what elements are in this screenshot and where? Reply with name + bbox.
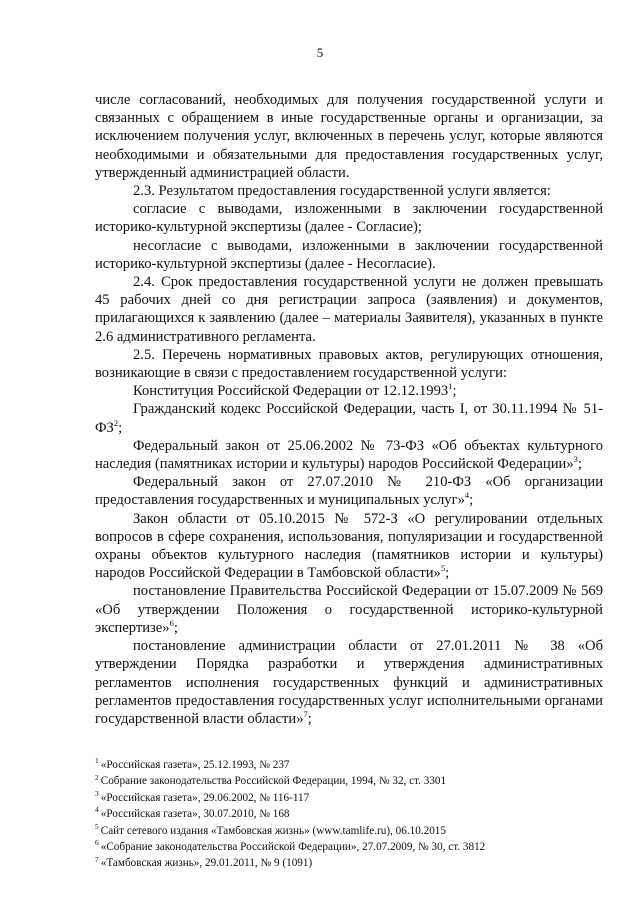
footnotes: [95, 757, 603, 872]
footnote-mark: 5: [95, 821, 99, 831]
legal-act-item: Конституция Российской Федерации от 12.12.1993$^1$;: [133, 381, 457, 400]
footnote: $^7$ «Тамбовская жизнь», 29.01.2011, № 9 (1091): [95, 854, 313, 870]
footnote-ref: 6: [169, 618, 174, 629]
footnote-ref: 1: [448, 381, 453, 392]
paragraph: 2.4. Срок предоставления государственной услуги не должен превышать 45 рабочих дней со дня регистрации запроса (заявления) и документов, прилагающихся к заявлению (далее – материалы Заявителя), указанных в пункте 2.6 административного регламента.: [95, 274, 603, 345]
footnote-mark: 3: [95, 789, 99, 799]
footnote: $^6$ «Собрание законодательства Российской Федерации», 27.07.2009, № 30, ст. 3812: [95, 838, 486, 854]
paragraph: числе согласований, необходимых для получения государственной услуги и связанных с обращением в иные государственные органы и организации, за исключением получения услуг, включенных в перечень услуг, которые являются необходимыми и обязательными для предоставления государственных услуг, утвержденный администрацией области.: [95, 92, 603, 181]
footnote-mark: 4: [95, 805, 99, 815]
footnote: $^3$ «Российская газета», 29.06.2002, № 116-117: [95, 789, 310, 804]
legal-act-item: Федеральный закон от 25.06.2002 № 73-ФЗ «Об объектах культурного наследия (памятниках истории и культуры) народов Российской Федерации»$^3$;: [95, 437, 603, 473]
footnote-ref: 3: [573, 454, 578, 465]
footnote: $^5$ Сайт сетевого издания «Тамбовская жизнь» (www.tamlife.ru), 06.10.2015: [95, 821, 446, 837]
footnote-mark: 6: [95, 838, 99, 848]
page-number: 5: [316, 45, 324, 60]
legal-act-item: Гражданский кодекс Российской Федерации, часть I, от 30.11.1994 № $51-ФЗ^2$;: [95, 401, 603, 436]
footnote-ref: 2: [113, 417, 119, 428]
paragraph: 2.3. Результатом предоставления государственной услуги является:: [133, 183, 551, 200]
paragraph: 2.5. Перечень нормативных правовых актов, регулирующих отношения, возникающие в связи с предоставлением государственной услуги:: [95, 346, 603, 382]
footnote-ref: 5: [440, 563, 446, 574]
paragraph: согласие с выводами, изложенными в заключении государственной историко-культурной экспертизы (далее - Согласие);: [95, 201, 603, 236]
document-body: [95, 91, 603, 728]
footnote: $^1$ «Российская газета», 25.12.1993, № 237: [95, 756, 290, 771]
footnote-ref: 7: [303, 709, 308, 720]
footnote-mark: 2: [95, 772, 99, 782]
paragraph: несогласие с выводами, изложенными в заключении государственной историко-культурной экспертизы (далее - Несогласие).: [95, 237, 603, 272]
footnote: $^2$ Собрание законодательства Российской Федерации, 1994, № 32, ст. 3301: [95, 772, 447, 788]
legal-act-item: Закон области от 05.10.2015 № 572-З «О регулировании отдельных вопросов в сфере сохранения, использования, популяризации и государственной охраны объектов культурного наследия (памятников истории и культуры) народов Российской Федерации в Тамбовской области»$^5$;: [95, 510, 603, 582]
legal-act-item: постановление Правительства Российской Федерации от 15.07.2009 № 569 «Об утверждении Положения о государственной историко-культурной экспертизе»$^6$;: [95, 583, 603, 636]
legal-act-item: Федеральный закон от 27.07.2010 № 210-ФЗ «Об организации предоставления государственных и муниципальных услуг»$^4$;: [95, 474, 603, 509]
footnote-mark: 1: [95, 756, 99, 766]
footnote: $^4$ «Российская газета», 30.07.2010, № 168: [95, 805, 290, 821]
footnote-mark: 7: [95, 854, 99, 864]
legal-act-item: постановление администрации области от 27.01.2011 № 38 «Об утверждении Порядка разработки и утверждения административных регламентов исполнения государственных функций и административных регламентов предоставления государственных услуг исполнительными органами государственной власти области»$^7$;: [95, 638, 603, 727]
footnote-ref: 4: [464, 490, 470, 501]
